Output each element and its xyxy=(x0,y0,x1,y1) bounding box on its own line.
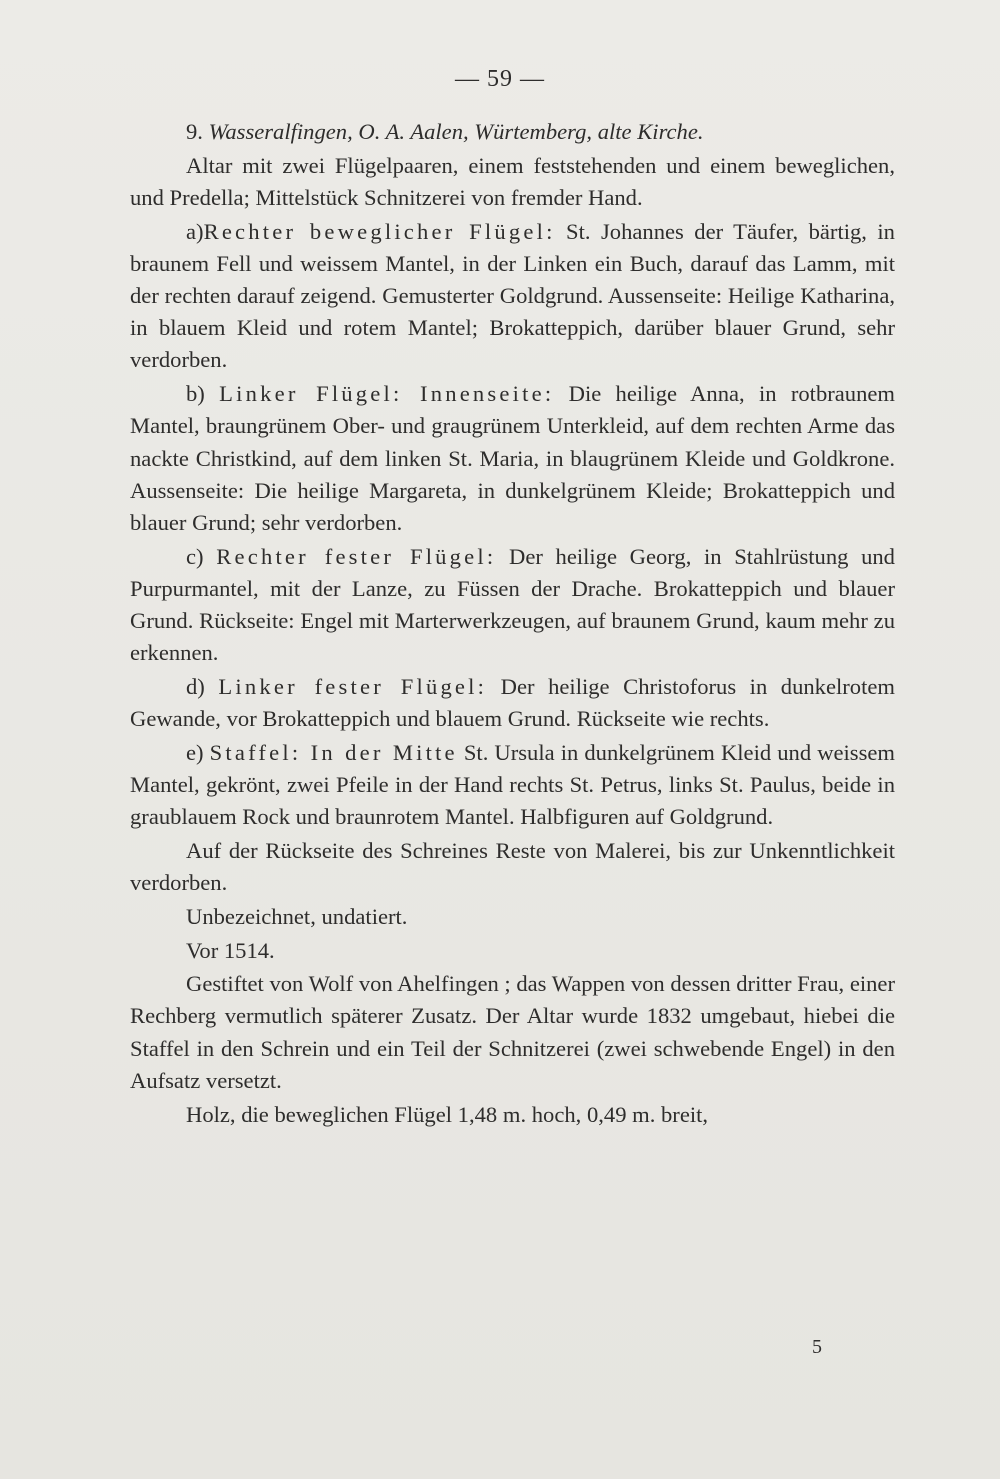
intro-paragraph: Altar mit zwei Flügelpaaren, einem feststehenden und einem beweglichen, und Predella; Mittelstück Schnitzerei von fremder Hand. xyxy=(130,152,895,210)
signature-mark: 5 xyxy=(812,1336,822,1358)
item-label: Linker fester Flügel: xyxy=(218,673,488,699)
date-paragraph: Vor 1514. xyxy=(186,937,275,963)
entry-title: Wasseralfingen, O. A. Aalen, Würtemberg, alte Kirche. xyxy=(208,119,704,144)
page-body xyxy=(130,116,895,1132)
donor-paragraph: Gestiftet von Wolf von Ahelfingen ; das Wappen von dessen dritter Frau, einer Rechberg vermutlich späterer Zusatz. Der Altar wurde 1832 umgebaut, hiebei die Staffel in den Schrein und ein Teil der Schnitzerei (zwei schwebende Engel) in den Aufsatz versetzt. xyxy=(130,971,895,1093)
item-text: Die heilige Anna, in rotbraunem Mantel, braungrünem Ober- und graugrünem Unterkleid, auf dem rechten Arme das nackte Christkind, auf dem linken St. Maria, in blaugrünem Kleide und Goldkrone. Aussenseite: Die heilige Margareta, in dunkelgrünem Kleide; Brokatteppich und blauer Grund; sehr verdorben. xyxy=(130,381,896,535)
item-e xyxy=(130,737,895,834)
item-label: Rechter fester Flügel: xyxy=(216,543,497,569)
item-label: Linker Flügel: Innenseite: xyxy=(219,381,555,407)
item-text: Der heilige Georg, in Stahlrüstung und Purpurmantel, mit der Lanze, zu Füssen der Drache. Brokatteppich und blauer Grund. Rückseite: Engel mit Marterwerkzeugen, auf braunem Grund, kaum mehr zu erkennen. xyxy=(130,543,895,666)
material-paragraph: Holz, die beweglichen Flügel 1,48 m. hoch, 0,49 m. breit, xyxy=(186,1101,709,1127)
item-text: St. Johannes der Täufer, bärtig, in braunem Fell und weissem Mantel, in der Linken ein Buch, darauf das Lamm, mit der rechten darauf zeigend. Gemusterter Goldgrund. Aussenseite: Heilige Katharina, in blauem Kleid und rotem Mantel; Brokatteppich, darüber blauer Grund, sehr verdorben. xyxy=(130,218,895,373)
item-marker: e) xyxy=(186,739,204,765)
item-marker: a) xyxy=(186,218,204,244)
back-paragraph: Auf der Rückseite des Schreines Reste von Malerei, bis zur Unkenntlichkeit verdorben. xyxy=(130,837,895,896)
item-text: Der heilige Christoforus in dunkelrotem Gewande, vor Brokatteppich und blauem Grund. Rückseite wie rechts. xyxy=(130,673,895,732)
item-marker: b) xyxy=(186,381,205,407)
page-number: — 59 — xyxy=(455,66,545,92)
item-a xyxy=(130,216,895,377)
item-c xyxy=(130,541,895,670)
item-label: Staffel: In der Mitte xyxy=(209,739,458,765)
item-marker: c) xyxy=(186,543,204,569)
item-b xyxy=(130,378,895,539)
item-text: St. Ursula in dunkelgrünem Kleid und weissem Mantel, gekrönt, zwei Pfeile in der Hand rechts St. Petrus, links St. Paulus, beide in graublauem Rock und braunrotem Mantel. Halbfiguren auf Goldgrund. xyxy=(130,739,895,830)
item-label: Rechter beweglicher Flügel: xyxy=(203,218,556,244)
entry-number: 9. xyxy=(186,119,203,144)
entry-heading xyxy=(130,116,895,148)
unsigned-paragraph: Unbezeichnet, undatiert. xyxy=(186,903,408,929)
item-d xyxy=(130,671,895,735)
item-marker: d) xyxy=(186,673,205,699)
